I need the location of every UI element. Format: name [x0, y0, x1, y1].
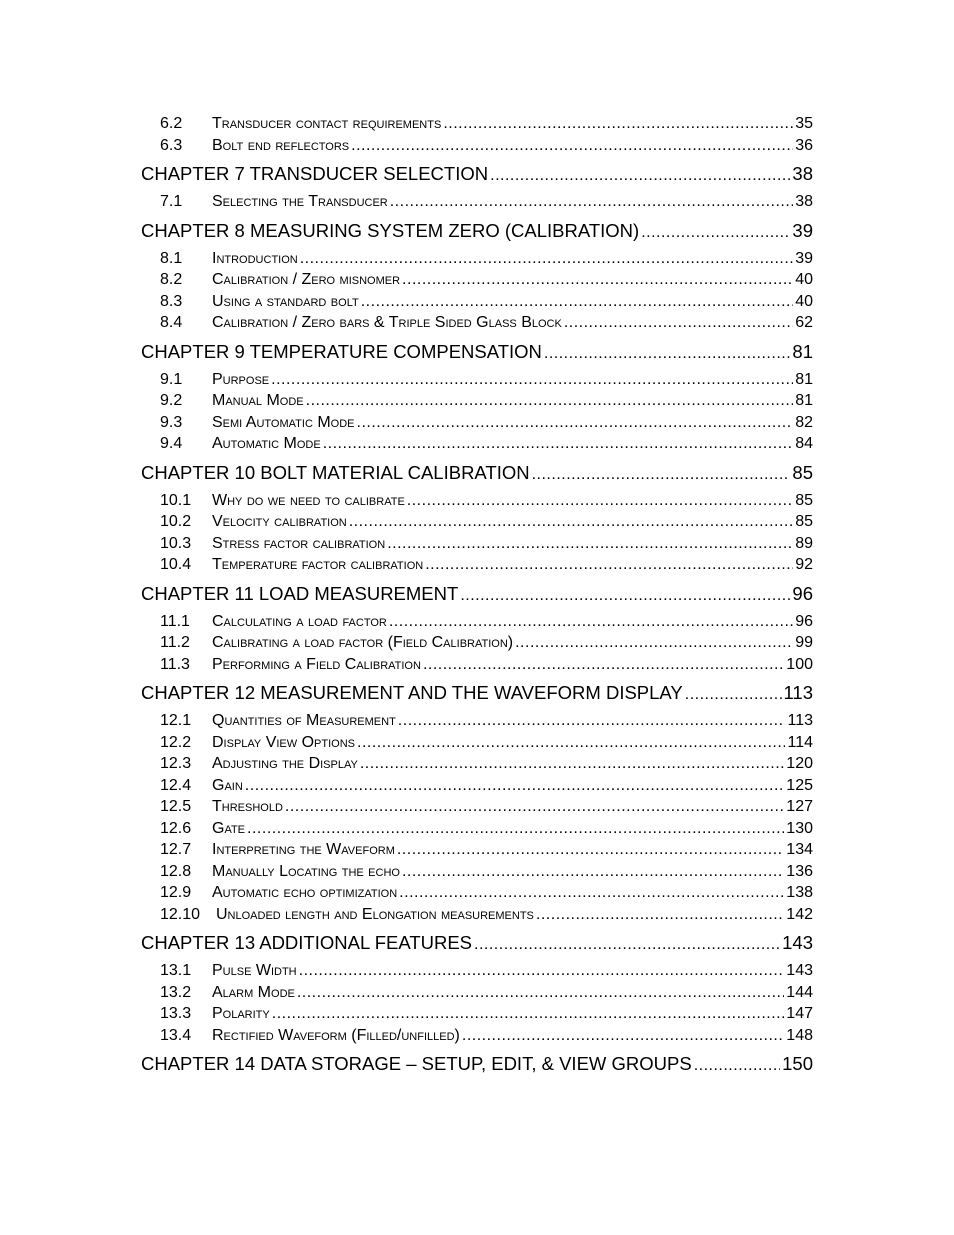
- toc-section-entry[interactable]: [141, 191, 813, 213]
- toc-page-number: 36: [795, 136, 813, 154]
- toc-page-number: 130: [786, 819, 813, 837]
- toc-entry-title: Interpreting the Waveform: [212, 841, 395, 858]
- toc-section-number: 10.1: [160, 491, 192, 509]
- toc-section-number: 12.6: [160, 819, 192, 837]
- toc-section-entry[interactable]: [141, 775, 813, 797]
- toc-page-number: 81: [795, 370, 813, 388]
- toc-section-entry[interactable]: [141, 433, 813, 455]
- toc-page-number: 96: [795, 612, 813, 630]
- toc-section-number: 11.2: [160, 634, 190, 651]
- toc-section-number: 9.4: [160, 435, 183, 452]
- toc-page-number: 81: [792, 340, 813, 362]
- dot-leader: [490, 163, 790, 187]
- toc-entry-title: Alarm Mode: [212, 983, 295, 1001]
- toc-section-number: 12.2: [160, 733, 192, 751]
- toc-section-entry[interactable]: [141, 113, 813, 135]
- toc-page-number: 143: [786, 962, 813, 979]
- toc-page-number: 89: [795, 534, 813, 552]
- toc-page-number: 99: [795, 634, 813, 651]
- dot-leader: [349, 511, 793, 533]
- toc-page-number: 84: [795, 435, 813, 452]
- toc-page-number: 143: [782, 932, 813, 953]
- toc-entry-title: Gain: [212, 776, 243, 794]
- dot-leader: [532, 462, 791, 486]
- dot-leader: [306, 390, 794, 412]
- toc-entry-title: Calculating a load factor: [212, 612, 387, 630]
- toc-section-number: 13.3: [160, 1005, 192, 1022]
- dot-leader: [536, 904, 784, 926]
- toc-section-entry[interactable]: [141, 511, 813, 533]
- toc-entry-title: Pulse Width: [212, 962, 297, 979]
- toc-page-number: 85: [792, 461, 813, 483]
- toc-section-number: 6.2: [160, 115, 183, 132]
- toc-page-number: 81: [795, 392, 813, 409]
- toc-section-number: 8.3: [160, 292, 183, 310]
- toc-page-number: 150: [782, 1053, 813, 1074]
- toc-page-number: 38: [795, 193, 813, 210]
- toc-entry-title: Performing a Field Calibration: [212, 655, 421, 673]
- toc-section-number: 9.2: [160, 392, 183, 409]
- toc-entry-title: Transducer contact requirements: [212, 115, 442, 132]
- toc-entry-title: Automatic Mode: [212, 435, 321, 452]
- dot-leader: [357, 732, 785, 754]
- toc-section-entry[interactable]: [141, 732, 813, 754]
- toc-page-number: 125: [786, 776, 813, 794]
- dot-leader: [402, 861, 784, 883]
- toc-page-number: 100: [786, 655, 813, 673]
- toc-entry-title: Automatic echo optimization: [212, 884, 398, 901]
- toc-section-number: 7.1: [160, 193, 183, 210]
- toc-entry-title: CHAPTER 11 LOAD MEASUREMENT: [141, 582, 459, 604]
- dot-leader: [297, 982, 784, 1004]
- dot-leader: [407, 490, 793, 512]
- toc-section-number: 8.1: [160, 249, 183, 267]
- dot-leader: [402, 269, 793, 291]
- toc-section-number: 12.5: [160, 798, 192, 815]
- toc-entry-title: Using a standard bolt: [212, 292, 359, 310]
- toc-page-number: 38: [792, 163, 813, 184]
- toc-section-entry[interactable]: [141, 882, 813, 904]
- dot-leader: [474, 932, 780, 956]
- toc-entry-title: CHAPTER 14 DATA STORAGE – SETUP, EDIT, & VIEW GROUPS: [141, 1053, 692, 1074]
- toc-section-number: 13.4: [160, 1026, 192, 1044]
- toc-page-number: 92: [795, 556, 813, 573]
- toc-page-number: 114: [787, 733, 813, 751]
- toc-section-number: 12.1: [160, 712, 192, 729]
- toc-section-entry[interactable]: [141, 611, 813, 633]
- toc-chapter-entry[interactable]: [141, 581, 813, 607]
- dot-leader: [323, 433, 793, 455]
- toc-page-number: 85: [795, 491, 813, 509]
- toc-page-number: 96: [792, 582, 813, 604]
- dot-leader: [271, 369, 793, 391]
- toc-section-entry[interactable]: [141, 982, 813, 1004]
- toc-section-entry[interactable]: [141, 390, 813, 412]
- toc-section-entry[interactable]: [141, 861, 813, 883]
- toc-entry-title: Bolt end reflectors: [212, 136, 350, 154]
- toc-section-entry[interactable]: [141, 654, 813, 676]
- toc-section-entry[interactable]: [141, 960, 813, 982]
- dot-leader: [300, 248, 793, 270]
- dot-leader: [423, 654, 784, 676]
- toc-page-number: 136: [786, 862, 813, 880]
- toc-section-entry[interactable]: [141, 796, 813, 818]
- toc-page-number: 40: [795, 292, 813, 310]
- toc-entry-title: Rectified Waveform (Filled/unfilled): [212, 1026, 460, 1044]
- toc-section-entry[interactable]: [141, 490, 813, 512]
- toc-page-number: 144: [786, 983, 813, 1001]
- toc-section-entry[interactable]: [141, 248, 813, 270]
- toc-page-number: 62: [795, 314, 813, 331]
- toc-entry-title: Introduction: [212, 249, 298, 267]
- dot-leader: [544, 341, 791, 365]
- toc-section-number: 12.9: [160, 884, 192, 901]
- toc-page-number: 82: [795, 413, 813, 431]
- toc-section-entry[interactable]: [141, 632, 813, 654]
- toc-section-number: 13.2: [160, 983, 192, 1001]
- toc-section-entry[interactable]: [141, 753, 813, 775]
- dot-leader: [399, 882, 784, 904]
- dot-leader: [685, 682, 782, 706]
- toc-section-number: 10.2: [160, 513, 192, 530]
- toc-section-entry[interactable]: [141, 710, 813, 732]
- dot-leader: [425, 554, 793, 576]
- toc-section-number: 6.3: [160, 136, 183, 154]
- toc-chapter-entry[interactable]: [141, 218, 813, 244]
- toc-section-number: 12.4: [160, 776, 192, 794]
- dot-leader: [390, 191, 793, 213]
- toc-page-number: 120: [786, 755, 813, 772]
- toc-page-number: 85: [795, 513, 813, 530]
- toc-entry-title: Adjusting the Display: [212, 755, 358, 772]
- toc-section-number: 13.1: [160, 962, 192, 979]
- toc-section-number: 9.1: [160, 370, 183, 388]
- toc-entry-title: Temperature factor calibration: [212, 556, 424, 573]
- toc-entry-title: Velocity calibration: [212, 513, 347, 530]
- toc-entry-title: Polarity: [212, 1005, 270, 1022]
- dot-leader: [351, 135, 793, 157]
- toc-entry-title: CHAPTER 8 MEASURING SYSTEM ZERO (CALIBRATION): [141, 219, 640, 241]
- toc-section-entry[interactable]: [141, 839, 813, 861]
- toc-page-number: 138: [786, 884, 813, 901]
- toc-section-number: 12.8: [160, 862, 192, 880]
- dot-leader: [247, 818, 784, 840]
- toc-section-number: 12.7: [160, 841, 192, 858]
- toc-entry-title: CHAPTER 10 BOLT MATERIAL CALIBRATION: [141, 461, 530, 483]
- toc-page-number: 113: [783, 682, 813, 703]
- toc-entry-title: CHAPTER 9 TEMPERATURE COMPENSATION: [141, 340, 542, 362]
- toc-entry-title: Selecting the Transducer: [212, 193, 388, 210]
- toc-entry-title: CHAPTER 13 ADDITIONAL FEATURES: [141, 932, 473, 953]
- toc-entry-title: Gate: [212, 819, 246, 837]
- dot-leader: [398, 710, 786, 732]
- toc-page-number: 127: [786, 798, 813, 815]
- toc-section-number: 9.3: [160, 413, 183, 431]
- toc-page-number: 113: [787, 712, 813, 729]
- toc-entry-title: Quantities of Measurement: [212, 712, 396, 729]
- toc-entry-title: Unloaded length and Elongation measurements: [216, 905, 534, 923]
- table-of-contents: [141, 113, 813, 1081]
- toc-entry-title: Calibrating a load factor (Field Calibration): [212, 634, 514, 651]
- dot-leader: [285, 796, 784, 818]
- dot-leader: [389, 611, 793, 633]
- toc-chapter-entry[interactable]: [141, 1051, 813, 1077]
- toc-section-entry[interactable]: [141, 1003, 813, 1025]
- toc-section-number: 12.10: [160, 905, 201, 923]
- toc-entry-title: Threshold: [212, 798, 283, 815]
- dot-leader: [299, 960, 785, 982]
- toc-entry-title: CHAPTER 7 TRANSDUCER SELECTION: [141, 163, 489, 184]
- toc-section-entry[interactable]: [141, 269, 813, 291]
- toc-page-number: 39: [795, 249, 813, 267]
- toc-entry-title: Calibration / Zero bars & Triple Sided Glass Block: [212, 314, 562, 331]
- toc-section-entry[interactable]: [141, 135, 813, 157]
- toc-page-number: 39: [792, 219, 813, 241]
- toc-section-number: 11.3: [160, 655, 190, 673]
- toc-section-entry[interactable]: [141, 818, 813, 840]
- dot-leader: [462, 1025, 784, 1047]
- toc-entry-title: Semi Automatic Mode: [212, 413, 355, 431]
- toc-page-number: 40: [795, 271, 813, 288]
- toc-chapter-entry[interactable]: [141, 680, 813, 706]
- toc-section-number: 8.4: [160, 314, 183, 331]
- dot-leader: [387, 533, 793, 555]
- dot-leader: [397, 839, 784, 861]
- dot-leader: [357, 412, 794, 434]
- dot-leader: [694, 1053, 780, 1077]
- toc-entry-title: Manually Locating the echo: [212, 862, 400, 880]
- toc-entry-title: CHAPTER 12 MEASUREMENT AND THE WAVEFORM DISPLAY: [141, 682, 683, 703]
- toc-entry-title: Purpose: [212, 370, 270, 388]
- toc-section-number: 10.3: [160, 534, 192, 552]
- toc-section-number: 12.3: [160, 755, 192, 772]
- dot-leader: [515, 632, 793, 654]
- toc-section-entry[interactable]: [141, 1025, 813, 1047]
- toc-chapter-entry[interactable]: [141, 930, 813, 956]
- toc-section-entry[interactable]: [141, 291, 813, 313]
- toc-section-number: 11.1: [160, 612, 190, 630]
- dot-leader: [272, 1003, 785, 1025]
- dot-leader: [460, 583, 790, 607]
- dot-leader: [564, 312, 793, 334]
- dot-leader: [443, 113, 793, 135]
- toc-section-entry[interactable]: [141, 412, 813, 434]
- toc-page-number: 142: [786, 905, 813, 923]
- toc-page-number: 134: [786, 841, 813, 858]
- toc-section-entry[interactable]: [141, 369, 813, 391]
- toc-section-entry[interactable]: [141, 312, 813, 334]
- toc-entry-title: Calibration / Zero misnomer: [212, 271, 401, 288]
- toc-section-number: 10.4: [160, 556, 192, 573]
- dot-leader: [361, 291, 793, 313]
- toc-section-entry[interactable]: [141, 533, 813, 555]
- toc-section-entry[interactable]: [141, 904, 813, 926]
- toc-chapter-entry[interactable]: [141, 339, 813, 365]
- toc-section-entry[interactable]: [141, 554, 813, 576]
- toc-entry-title: Stress factor calibration: [212, 534, 386, 552]
- toc-page-number: 148: [786, 1026, 813, 1044]
- toc-entry-title: Display View Options: [212, 733, 355, 751]
- dot-leader: [641, 220, 790, 244]
- toc-page-number: 147: [786, 1005, 813, 1022]
- toc-chapter-entry[interactable]: [141, 460, 813, 486]
- toc-section-number: 8.2: [160, 271, 183, 288]
- toc-entry-title: Why do we need to calibrate: [212, 491, 405, 509]
- dot-leader: [245, 775, 785, 797]
- dot-leader: [360, 753, 784, 775]
- toc-chapter-entry[interactable]: [141, 161, 813, 187]
- toc-entry-title: Manual Mode: [212, 392, 304, 409]
- toc-page-number: 35: [795, 115, 813, 132]
